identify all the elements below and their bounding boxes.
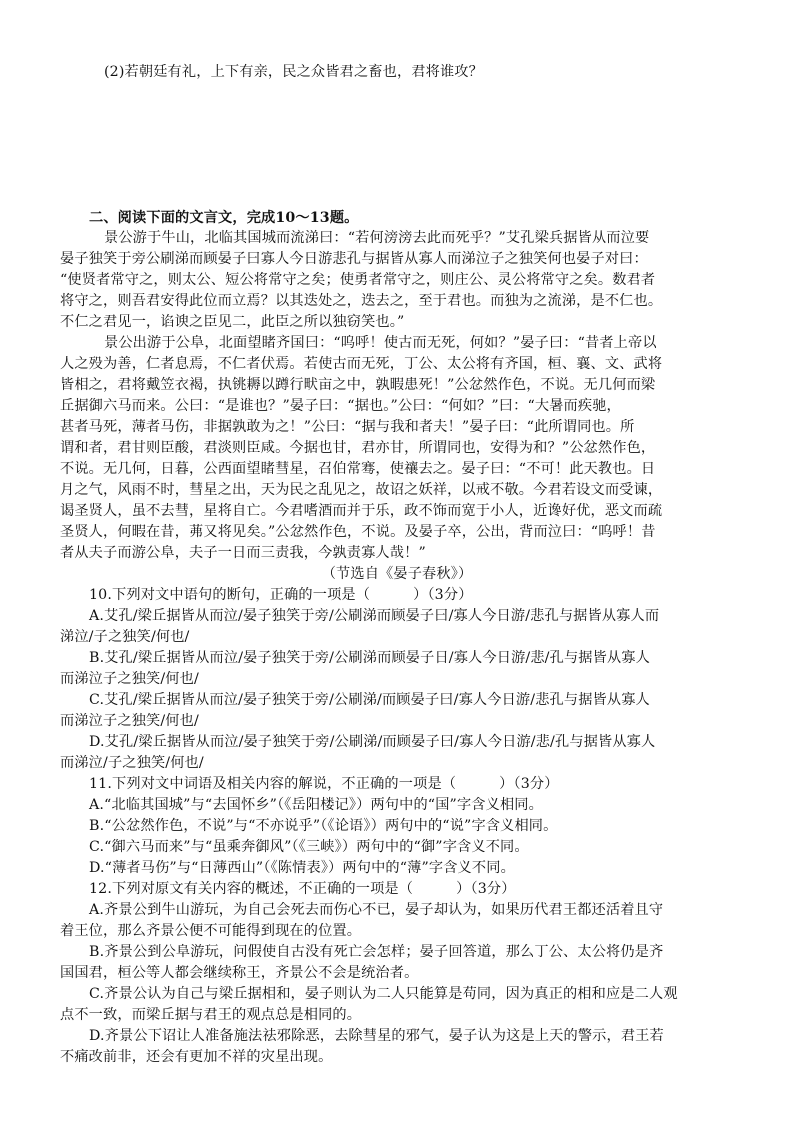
option-b: B.齐景公到公阜游玩，问假使自古没有死亡会怎样；晏子回答道，那么丁公、太公将仍是齐 bbox=[89, 944, 664, 960]
option-d: D.齐景公下诏让人准备施法祛邪除恶，去除彗星的邪气，晏子认为这是上天的警示，君王若 bbox=[89, 1028, 664, 1044]
passage-line: 谒圣贤人，虽不去彗，星将自亡。今君嗜酒而并于乐，政不饰而宽于小人，近谗好优，恶文而疏 bbox=[60, 503, 663, 519]
passage-line: “使贤者常守之，则太公、短公将常守之矣；使勇者常守之，则庄公、灵公将常守之矣。数君者 bbox=[60, 272, 656, 288]
option-d: D.艾孔/梁丘据皆从而泣/晏子独笑于旁/公刷涕/而顾晏子曰/寡人今日游/悲/孔与据皆从寡人 bbox=[89, 734, 656, 750]
passage-line: 者从夫子而游公阜，夫子一日而三责我，今孰责寡人哉！” bbox=[60, 545, 426, 561]
passage-source: （节选自《晏子春秋》） bbox=[321, 566, 473, 582]
passage-line: 不说。无几何，日暮，公西面望睹彗星，召伯常骞，使禳去之。晏子曰：“不可！此天教也。日 bbox=[60, 461, 656, 477]
option-a-cont: 着王位，那么齐景公便不可能得到现在的位置。 bbox=[60, 923, 362, 939]
question-stem: 11.下列对文中词语及相关内容的解说，不正确的一项是（ ）（3分） bbox=[89, 776, 559, 792]
question-stem: 12.下列对原文有关内容的概述，不正确的一项是（ ）（3分） bbox=[89, 881, 516, 897]
passage-line: 皆相之，君将戴笠衣褐，执铫耨以蹲行畎亩之中，孰暇患死！”公忿然作色，不说。无几何而梁 bbox=[60, 377, 656, 393]
passage-line: 晏子独笑于旁公刷涕而顾晏子曰寡人今日游悲孔与据皆从寡人而涕泣子之独笑何也晏子对曰： bbox=[60, 251, 648, 267]
question-2-line: (2)若朝廷有礼，上下有亲，民之众皆君之畜也，君将谁攻？ bbox=[104, 64, 483, 80]
option-a: A.齐景公到牛山游玩，为自己会死去而伤心不已，晏子却认为，如果历代君王都还活着且守 bbox=[89, 902, 664, 918]
passage-line: 人之殁为善，仁者息焉，不仁者伏焉。若使古而无死，丁公、太公将有齐国，桓、襄、文、武将 bbox=[60, 356, 663, 372]
option-c: C.艾孔/梁丘据皆从而泣/晏子独笑于旁/公刷涕/而顾晏子曰/寡人今日游/悲孔与据皆从寡人 bbox=[89, 692, 650, 708]
option-a: A.“北临其国城”与“去国怀乡”（《岳阳楼记》）两句中的“国”字含义相同。 bbox=[89, 797, 543, 813]
passage-line: 谓和者，君甘则臣酸，君淡则臣咸。今据也甘，君亦甘，所谓同也，安得为和？”公忿然作色， bbox=[60, 440, 656, 456]
option-c-cont: 而涕泣子之独笑/何也/ bbox=[60, 713, 199, 729]
passage-line: 丘据御六马而来。公曰：“是谁也？”晏子曰：“据也。”公曰：“何如？”曰：“大暑而疾驰， bbox=[60, 398, 621, 414]
option-c-cont: 点不一致，而梁丘据与君王的观点总是相同的。 bbox=[60, 1007, 362, 1023]
section-heading: 二、阅读下面的文言文，完成10～13题。 bbox=[89, 210, 359, 226]
passage-line: 不仁之君见一，谄谀之臣见二，此臣之所以独窃笑也。” bbox=[60, 314, 405, 330]
option-b: B.艾孔/梁丘据皆从而泣/晏子独笑于旁/公刷涕而顾晏子日/寡人今日游/悲/孔与据皆从寡人 bbox=[89, 650, 650, 666]
option-b-cont: 而涕泣子之独笑/何也/ bbox=[60, 671, 199, 687]
passage-line: 景公游于牛山，北临其国城而流涕曰：“若何滂滂去此而死乎？”艾孔梁兵据皆从而泣要 bbox=[104, 230, 650, 246]
option-a-cont: 涕泣/子之独笑/何也/ bbox=[60, 629, 190, 645]
option-c: C.“御六马而来”与“虽乘奔御风”（《三峡》）两句中的“御”字含义不同。 bbox=[89, 839, 529, 855]
option-b-cont: 国国君，桓公等人都会继续称王，齐景公不会是统治者。 bbox=[60, 965, 419, 981]
passage-line: 甚者马死，薄者马伤，非据孰敢为之！”公曰：“据与我和者夫！”晏子曰：“此所谓同也。所 bbox=[60, 419, 635, 435]
option-d-cont: 不痛改前非，还会有更加不祥的灾星出现。 bbox=[60, 1049, 333, 1065]
option-c: C.齐景公认为自己与梁丘据相和，晏子则认为二人只能算是苟同，因为真正的相和应是二人观 bbox=[89, 986, 678, 1002]
passage-line: 景公出游于公阜，北面望睹齐国曰：“呜呼！使古而无死，何如？”晏子曰：“昔者上帝以 bbox=[104, 335, 657, 351]
option-d-cont: 而涕泣/子之独笑/何也/ bbox=[60, 755, 204, 771]
option-b: B.“公忿然作色，不说”与“不亦说乎”（《论语》）两句中的“说”字含义相同。 bbox=[89, 818, 558, 834]
passage-line: 圣贤人，何暇在昔，茀又将见矣。”公忿然作色，不说。及晏子卒，公出，背而泣曰：“呜呼！昔 bbox=[60, 524, 656, 540]
passage-line: 将守之，则吾君安得此位而立焉？以其迭处之，迭去之，至于君也。而独为之流涕，是不仁也。 bbox=[60, 293, 663, 309]
question-stem: 10.下列对文中语句的断句，正确的一项是（ ）（3分） bbox=[89, 587, 473, 603]
passage-line: 月之气，风雨不时，彗星之出，天为民之乱见之，故诏之妖祥，以戒不敬。今君若设文而受谏， bbox=[60, 482, 663, 498]
option-d: D.“薄者马伤”与“日薄西山”（《陈情表》）两句中的“薄”字含义不同。 bbox=[89, 860, 515, 876]
option-a: A.艾孔/梁丘据皆从而泣/晏子独笑于旁/公刷涕而顾晏子曰/寡人今日游/悲孔与据皆从寡人而 bbox=[89, 608, 660, 624]
